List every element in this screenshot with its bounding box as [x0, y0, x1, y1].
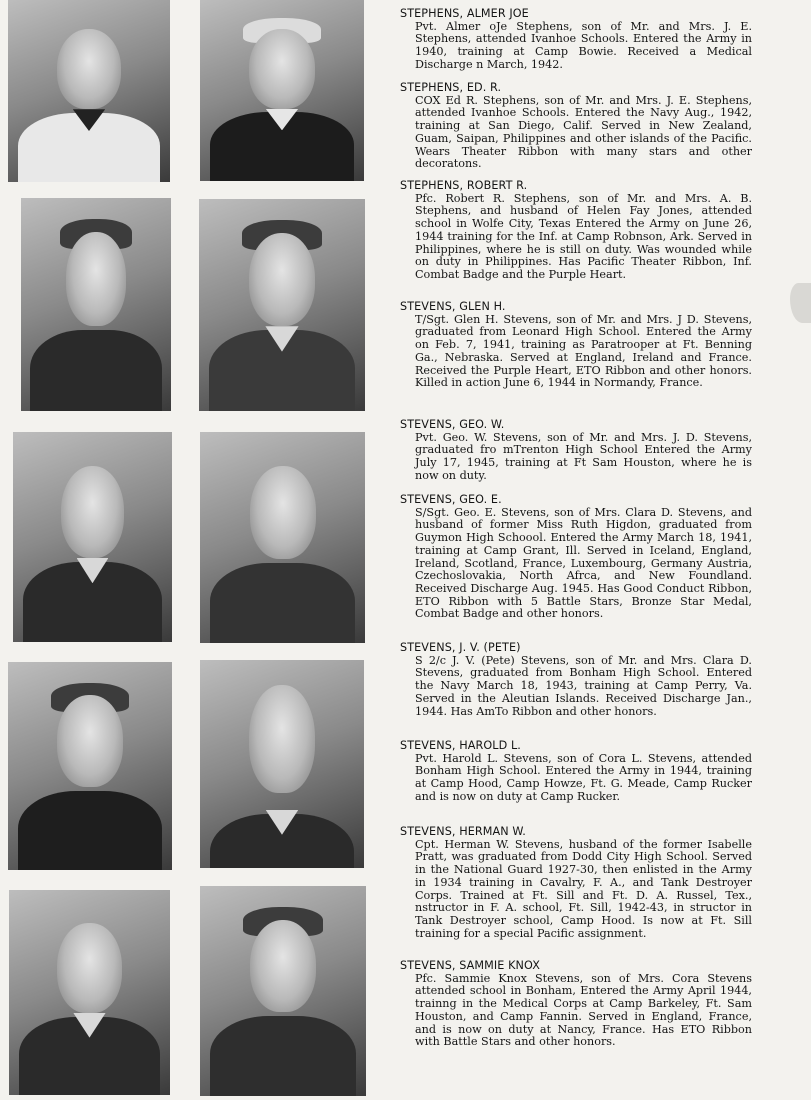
entry-j-v-pete-stevens — [400, 642, 752, 718]
entry-name: STEVENS, GLEN H. — [400, 300, 506, 313]
entry-text: Pvt. Almer oJe Stephens, son of Mr. and Mrs. J. E. Stephens, attended Ivanhoe Schools. Entered the Army in 1940, training at Camp Bowie. Received a Medical Discharge n March, 1942. — [415, 19, 752, 71]
portrait-harold-l-stevens — [200, 660, 364, 868]
entry-text: S 2/c J. V. (Pete) Stevens, son of Mr. and Mrs. Clara D. Stevens, graduated from Bonham High School. Entered the Navy March 18, 1943, training at Camp Perry, Va. Served in the Aleutian Islands. Received Discharge Jan., 1944. Has AmTo Ribbon and other honors. — [415, 653, 752, 718]
portrait-ed-r-stephens — [200, 0, 364, 181]
portrait-geo-w-stevens — [13, 432, 172, 642]
portrait-robert-r-stephens — [21, 198, 171, 411]
entry-name: STEVENS, J. V. (PETE) — [400, 641, 521, 654]
entry-ed-r-stephens — [400, 82, 752, 171]
entry-glen-h-stevens — [400, 301, 752, 390]
entry-name: STEPHENS, ROBERT R. — [400, 179, 528, 192]
entry-text: Pvt. Harold L. Stevens, son of Cora L. Stevens, attended Bonham High School. Entered the Army in 1944, training at Camp Hood, Camp Howze, Ft. G. Meade, Camp Rucker and is now on duty at Camp Rucker. — [415, 751, 752, 803]
entry-text: Cpt. Herman W. Stevens, husband of the former Isabelle Pratt, was graduated from Dodd City High School. Served in the National Guard 1927-30, then enlisted in the Army in 1934 training in Cavalry, F. A., and Tank Destroyer Corps. Trained at Ft. Sill and Ft. D. A. Russel, Tex., nstructor in F. A. school, Ft. Sill, 1942-43, in structor in Tank Destroyer school, Camp Hood. Is now at Ft. Sill training for a special Pacific assignment. — [415, 837, 752, 940]
entry-name: STEVENS, SAMMIE KNOX — [400, 959, 540, 972]
portrait-sammie-knox-stevens — [200, 886, 366, 1096]
entry-text: Pfc. Sammie Knox Stevens, son of Mrs. Cora Stevens attended school in Bonham, Entered the Army April 1944, trainng in the Medical Corps at Camp Barkeley, Ft. Sam Houston, and Camp Fannin. Served in England, France, and is now on duty at Nancy, France. Has ETO Ribbon with Battle Stars and other honors. — [415, 971, 752, 1049]
portrait-j-v-pete-stevens — [8, 662, 172, 870]
entry-robert-r-stephens — [400, 180, 752, 282]
entry-text: T/Sgt. Glen H. Stevens, son of Mr. and Mrs. J D. Stevens, graduated from Leonard High School. Entered the Army on Feb. 7, 1941, training as Paratrooper at Ft. Benning Ga., Nebraska. Served at England, Ireland and France. Received the Purple Heart, ETO Ribbon and other honors. Killed in action June 6, 1944 in Normandy, France. — [415, 312, 752, 390]
entry-name: STEPHENS, ALMER JOE — [400, 7, 529, 20]
portrait-geo-e-stevens — [200, 432, 365, 643]
entry-geo-e-stevens — [400, 494, 752, 621]
entry-almer-joe-stephens — [400, 8, 752, 72]
entry-geo-w-stevens — [400, 419, 752, 483]
portrait-glen-h-stevens — [199, 199, 365, 411]
portrait-almer-joe-stephens — [8, 0, 170, 182]
entry-harold-l-stevens — [400, 740, 752, 804]
entry-name: STEVENS, HERMAN W. — [400, 825, 526, 838]
entry-name: STEVENS, GEO. E. — [400, 493, 502, 506]
entry-text: COX Ed R. Stephens, son of Mr. and Mrs. J. E. Stephens, attended Ivanhoe Schools. Entered the Navy Aug., 1942, training at San Diego, Calif. Served in New Zealand, Guam, Saipan, Philippines and other islands of the Pacific. Wears Theater Ribbon with many stars and other decoratons. — [415, 93, 752, 171]
entry-text: Pvt. Geo. W. Stevens, son of Mr. and Mrs. J. D. Stevens, graduated fro mTrenton High School Entered the Army July 17, 1945, training at Ft Sam Houston, where he is now on duty. — [415, 430, 752, 482]
paper-edge-mark — [790, 283, 811, 323]
entry-name: STEVENS, HAROLD L. — [400, 739, 521, 752]
entry-sammie-knox-stevens — [400, 960, 752, 1049]
entry-name: STEPHENS, ED. R. — [400, 81, 502, 94]
entry-herman-w-stevens — [400, 826, 752, 940]
entry-text: Pfc. Robert R. Stephens, son of Mr. and Mrs. A. B. Stephens, and husband of Helen Fay Jones, attended school in Wolfe City, Texas Entered the Army on June 26, 1944 training for the Inf. at Camp Robnson, Ark. Served in Philippines, where he is still on duty. Was wounded while on duty in Philippines. Has Pacific Theater Ribbon, Inf. Combat Badge and the Purple Heart. — [415, 191, 752, 281]
entry-text: S/Sgt. Geo. E. Stevens, son of Mrs. Clara D. Stevens, and husband of former Miss Ruth Higdon, graduated from Guymon High Schoool. Entered the Army March 18, 1941, training at Camp Grant, Ill. Served in Iceland, England, Ireland, Scotland, France, Luxembourg, Germany Austria, Czechoslovakia, North Afrca, and New Foundland. Received Discharge Aug. 1945. Has Good Conduct Ribbon, ETO Ribbon with 5 Battle Stars, Bronze Star Medal, Combat Badge and other honors. — [415, 505, 752, 621]
portrait-herman-w-stevens — [9, 890, 170, 1095]
entry-name: STEVENS, GEO. W. — [400, 418, 505, 431]
